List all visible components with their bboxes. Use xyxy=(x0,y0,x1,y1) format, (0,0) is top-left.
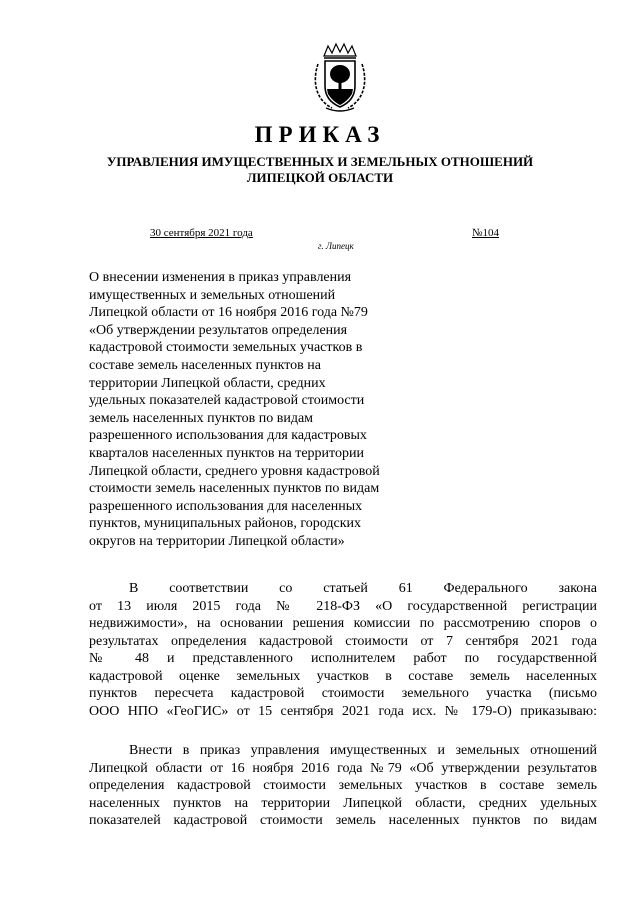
subject-line: Липецкой области от 16 ноября 2016 года №79 xyxy=(89,305,368,321)
paragraph-line: от 13 июля 2015 года № 218-ФЗ «О государственной регистрации xyxy=(89,598,597,614)
subject-line: О внесении изменения в приказ управления xyxy=(89,270,352,285)
subject-line: кадастровой стоимости земельных участков в xyxy=(89,340,363,356)
paragraph-line: недвижимости», на основании решения комиссии по рассмотрению споров о xyxy=(89,616,597,631)
document-subject xyxy=(89,269,419,551)
body-paragraph-1 xyxy=(89,580,597,720)
subject-line: Липецкой области, среднего уровня кадастровой xyxy=(89,463,380,479)
document-city: г. Липецк xyxy=(318,241,354,251)
paragraph-line: пунктов пересчета кадастровой стоимости земельного участка (письмо xyxy=(89,686,597,701)
organization-name xyxy=(80,154,560,186)
paragraph-line: ООО НПО «ГеоГИС» от 15 сентября 2021 года исх. № 179-О) приказываю: xyxy=(89,703,597,719)
subject-line: земель населенных пунктов по видам xyxy=(89,410,314,426)
subject-line: стоимости земель населенных пунктов по видам xyxy=(89,481,380,497)
subject-line: разрешенного использования для кадастровых xyxy=(89,428,367,444)
subject-line: удельных показателей кадастровой стоимости xyxy=(89,393,365,409)
organization-name-line: ЛИПЕЦКОЙ ОБЛАСТИ xyxy=(246,170,394,185)
paragraph-line: населенных пунктов на территории Липецкой области, средних удельных xyxy=(89,795,597,811)
paragraph-line: В соответствии со статьей 61 Федерального закона xyxy=(129,581,597,596)
subject-line: «Об утверждении результатов определения xyxy=(89,322,348,338)
subject-line: имущественных и земельных отношений xyxy=(89,287,336,303)
subject-line: округов на территории Липецкой области» xyxy=(89,533,345,549)
subject-line: пунктов, муниципальных районов, городских xyxy=(89,516,362,532)
subject-line: кварталов населенных пунктов на территории xyxy=(89,445,364,461)
document-date: 30 сентября 2021 года xyxy=(150,227,253,239)
document-title: ПРИКАЗ xyxy=(254,122,386,147)
body-paragraph-2 xyxy=(89,742,597,830)
paragraph-line: определения кадастровой стоимости земельных участков в составе земель xyxy=(89,778,597,793)
paragraph-line: Внести в приказ управления имущественных и земельных отношений xyxy=(129,743,597,758)
subject-line: территории Липецкой области, средних xyxy=(89,375,326,391)
paragraph-line: кадастровой оценке земельных участков в составе земель населенных xyxy=(89,668,597,684)
paragraph-line: Липецкой области от 16 ноября 2016 года №79 «Об утверждении результатов xyxy=(89,760,597,776)
document-number: №104 xyxy=(472,227,499,239)
paragraph-line: результатах определения кадастровой стоимости от 7 сентября 2021 года xyxy=(89,633,597,649)
organization-name-line: УПРАВЛЕНИЯ ИМУЩЕСТВЕННЫХ И ЗЕМЕЛЬНЫХ ОТНОШЕНИЙ xyxy=(106,154,534,169)
subject-line: составе земель населенных пунктов на xyxy=(89,357,321,373)
paragraph-line: № 48 и представленного исполнителем работ по государственной xyxy=(89,651,597,666)
paragraph-line: показателей кадастровой стоимости земель населенных пунктов по видам xyxy=(89,813,597,828)
subject-line: разрешенного использования для населенных xyxy=(89,498,363,514)
coat-of-arms-icon xyxy=(310,42,370,114)
